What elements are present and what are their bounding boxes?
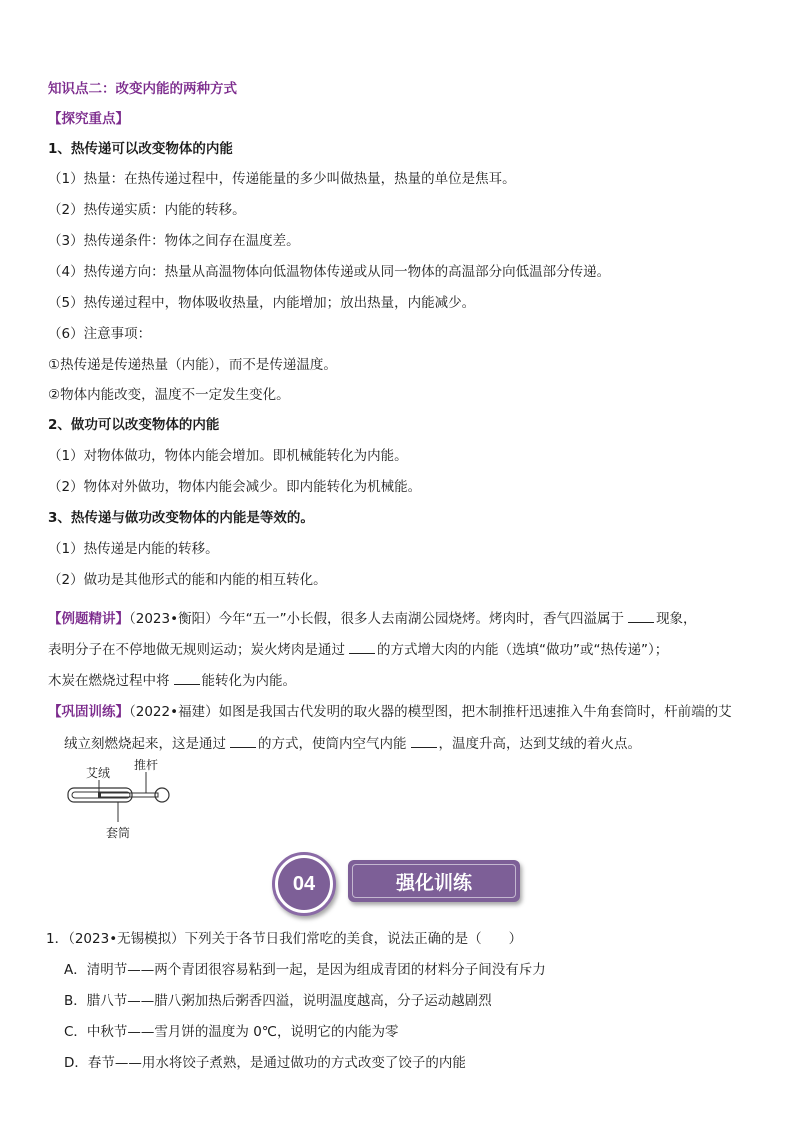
section-title-badge xyxy=(348,860,520,902)
example-text: 木炭在燃烧过程中将 xyxy=(48,673,170,689)
option-b[interactable]: B．腊八节——腊八粥加热后粥香四溢，说明温度越高，分子运动越剧烈 xyxy=(64,993,492,1009)
section-tag: 【探究重点】 xyxy=(48,111,129,127)
practice-text: ，温度升高，达到艾绒的着火点。 xyxy=(438,736,641,752)
section-1-item: （3）热传递条件：物体之间存在温度差。 xyxy=(48,233,300,249)
practice-text: 绒立刻燃烧起来，这是通过 xyxy=(64,736,226,752)
badge-inner-border xyxy=(352,864,516,898)
section-3-title: 3、热传递与做功改变物体的内能是等效的。 xyxy=(48,510,314,526)
practice-text: （2022•福建）如图是我国古代发明的取火器的模型图，把木制推杆迅速推入牛角套筒时，杆前端的艾 xyxy=(129,704,732,720)
section-1-item: （5）热传递过程中，物体吸收热量，内能增加；放出热量，内能减少。 xyxy=(48,295,476,311)
answer-blank[interactable] xyxy=(411,734,437,748)
practice-text: 的方式，使筒内空气内能 xyxy=(258,736,407,752)
example-text: 的方式增大肉的内能（选填“做功”或“热传递”）； xyxy=(377,642,669,658)
section-1-title: 1、热传递可以改变物体的内能 xyxy=(48,141,233,157)
section-1-item: ①热传递是传递热量（内能），而不是传递温度。 xyxy=(48,357,337,373)
label-tao-tong: 套筒 xyxy=(106,826,131,840)
label-tui-gan: 推杆 xyxy=(134,758,159,772)
option-d[interactable]: D．春节——用水将饺子煮熟，是通过做功的方式改变了饺子的内能 xyxy=(64,1055,466,1071)
answer-blank[interactable] xyxy=(230,734,256,748)
section-3-item: （2）做功是其他形式的能和内能的相互转化。 xyxy=(48,572,327,588)
example-line-3 xyxy=(48,671,296,690)
example-text: 表明分子在不停地做无规则运动；炭火烤肉是通过 xyxy=(48,642,345,658)
answer-blank[interactable] xyxy=(628,609,654,623)
section-number-badge xyxy=(272,852,336,916)
answer-blank[interactable] xyxy=(349,640,375,654)
section-2-item: （1）对物体做功，物体内能会增加。即机械能转化为内能。 xyxy=(48,448,408,464)
section-3-item: （1）热传递是内能的转移。 xyxy=(48,541,219,557)
example-text: 现象， xyxy=(656,611,697,627)
knowledge-point-title: 知识点二：改变内能的两种方式 xyxy=(48,81,237,97)
practice-line-1 xyxy=(48,703,732,721)
section-title: 强化训练 xyxy=(395,871,472,894)
question-1-stem: 1．（2023•无锡模拟）下列关于各节日我们常吃的美食，说法正确的是（ ） xyxy=(46,931,523,947)
practice-line-2 xyxy=(64,734,641,753)
section-1-item: ②物体内能改变，温度不一定发生变化。 xyxy=(48,387,290,403)
section-2-item: （2）物体对外做功，物体内能会减少。即内能转化为机械能。 xyxy=(48,479,422,495)
example-text: （2023•衡阳）今年“五一”小长假，很多人去南湖公园烧烤。烤肉时，香气四溢属于 xyxy=(129,611,625,627)
option-c[interactable]: C．中秋节——雪月饼的温度为 0℃，说明它的内能为零 xyxy=(64,1024,399,1040)
practice-tag: 【巩固训练】 xyxy=(48,704,129,720)
section-1-item: （6）注意事项： xyxy=(48,326,152,342)
example-line-2 xyxy=(48,640,668,659)
section-number: 04 xyxy=(278,858,330,910)
example-line-1 xyxy=(48,609,697,628)
section-2-title: 2、做功可以改变物体的内能 xyxy=(48,417,220,433)
fire-starter-drawing xyxy=(66,756,186,840)
section-1-item: （4）热传递方向：热量从高温物体向低温物体传递或从同一物体的高温部分向低温部分传递。 xyxy=(48,264,611,280)
section-1-item: （2）热传递实质：内能的转移。 xyxy=(48,202,246,218)
fire-starter-diagram xyxy=(66,756,186,840)
label-ai-rong: 艾绒 xyxy=(86,766,111,780)
section-1-item: （1）热量：在热传递过程中，传递能量的多少叫做热量，热量的单位是焦耳。 xyxy=(48,171,516,187)
answer-blank[interactable] xyxy=(174,671,200,685)
example-text: 能转化为内能。 xyxy=(201,673,296,689)
option-a[interactable]: A．清明节——两个青团很容易粘到一起，是因为组成青团的材料分子间没有斥力 xyxy=(64,962,546,978)
example-tag: 【例题精讲】 xyxy=(48,611,129,627)
